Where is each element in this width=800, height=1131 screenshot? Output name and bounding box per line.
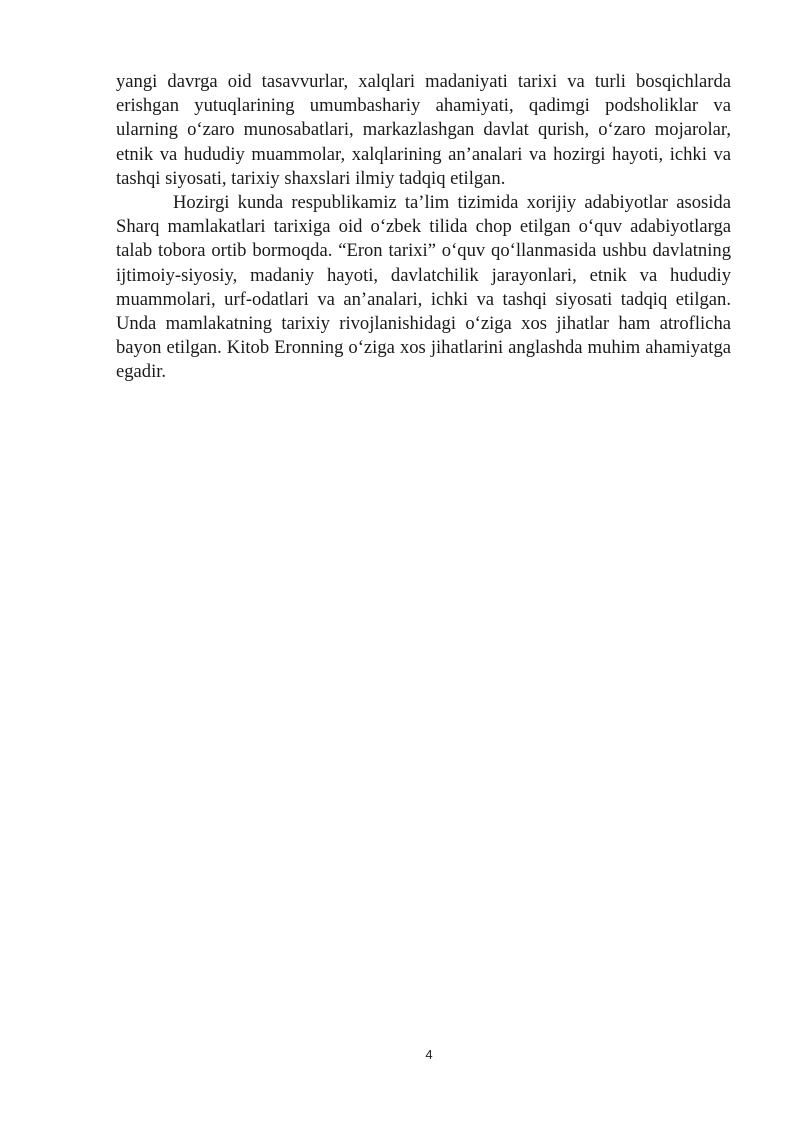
body-text — [116, 70, 731, 385]
page-number: 4 — [425, 1047, 433, 1062]
paragraph-continuation: yangi davrga oid tasavvurlar, xalqlari madaniyati tarixi va turli bosqichlarda erishgan yutuqlarining umumbashariy ahamiyati, qadimgi podsholiklar va ularning o‘zaro munosabatlari, markazlashgan davlat qurish, o‘zaro mojarolar, etnik va hududiy muammolar, xalqlarining an’analari va hozirgi hayoti, ichki va tashqi siyosati, tarixiy shaxslari ilmiy tadqiq etilgan. — [116, 71, 731, 189]
paragraph-indented: Hozirgi kunda respublikamiz ta’lim tizimida xorijiy adabiyotlar asosida Sharq mamlakatlari tarixiga oid o‘zbek tilida chop etilgan o‘quv adabiyotlarga talab tobora ortib bormoqda. “Eron tarixi” o‘quv qo‘llanmasida ushbu davlatning ijtimoiy-siyosiy, madaniy hayoti, davlatchilik jarayonlari, etnik va hududiy muammolari, urf-odatlari va an’analari, ichki va tashqi siyosati tadqiq etilgan. Unda mamlakatning tarixiy rivojlanishidagi o‘ziga xos jihatlar ham atroflicha bayon etilgan. Kitob Eronning o‘ziga xos jihatlarini anglashda muhim ahamiyatga egadir. — [116, 192, 731, 383]
